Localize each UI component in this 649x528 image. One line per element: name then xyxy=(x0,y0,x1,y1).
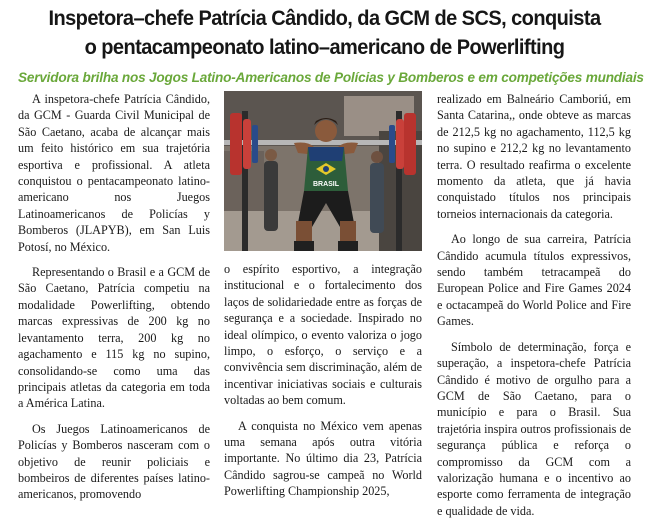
paragraph: Os Juegos Latinoamericanos de Policías y Bomberos nasceram com o objetivo de reunir policiais e bombeiros de diferentes países latino-americanos, promovendo xyxy=(18,421,210,502)
paragraph: o espírito esportivo, a integração institucional e o fortalecimento dos laços de solidariedade entre as forças de segurança e a sociedade. Inspirado no ideal olímpico, o evento valoriza o jogo limpo, o esforço, o serviço e a convivência sem discriminação, além de incentivar iniciativas sociais e culturais voltadas ao bem comum. xyxy=(224,262,422,408)
article-body xyxy=(18,91,631,518)
column-1 xyxy=(18,91,210,512)
shirt-label: BRASIL xyxy=(312,181,340,188)
weightlifter-photo xyxy=(224,91,422,251)
paragraph: Símbolo de determinação, força e superação, a inspetora-chefe Patrícia Cândido é motivo de orgulho para a GCM de São Caetano, para o município e para o Brasil. Sua trajetória inspira outros profissionais de segurança pública e reforça o compromisso da GCM com a valorização humana e o incentivo ao esporte como ferramenta de integração e qualidade de vida. xyxy=(437,339,631,518)
subtitle: Servidora brilha nos Jogos Latino-Americanos de Polícias y Bomberos e em competições mundiais xyxy=(18,70,644,85)
paragraph: realizado em Balneário Camboriú, em Santa Catarina,, onde obteve as marcas de 212,5 kg no agachamento, 112,5 kg no supino e 212,2 kg no levantamento terra. O resultado reafirma o excelente momento da atleta, que já havia conquistado títulos nos principais torneios internacionais da categoria. xyxy=(437,92,631,221)
headline xyxy=(39,4,609,62)
paragraph: Ao longo de sua carreira, Patrícia Cândido acumula títulos expressivos, sendo também tetracampeã do European Police and Fire Games 2024 e octacampeã do World Police and Fire Games. xyxy=(437,232,631,329)
headline-line-1: Inspetora–chefe Patrícia Cândido, da GCM de SCS, conquista xyxy=(48,6,601,30)
paragraph: A conquista no México vem apenas uma semana após outra vitória importante. No último dia 23, Patrícia Cândido sagrou-se campeã no World Powerlifting Championship 2025, xyxy=(224,418,422,499)
paragraph: A inspetora-chefe Patrícia Cândido, da GCM - Guarda Civil Municipal de São Caetano, acaba de alcançar mais um feito histórico em sua trajetória esportiva e profissional. A atleta conquistou o pentacampeonato latino-americano nos Juegos Latinoamericanos de Policías y Bomberos (JLAPYB), em San Luis Potosí, no México. xyxy=(18,92,210,254)
weightlifter-photo-illustration xyxy=(224,91,422,251)
column-2-text xyxy=(224,261,422,509)
headline-line-2: o pentacampeonato latino–americano de Powerlifting xyxy=(84,35,565,59)
paragraph: Representando o Brasil e a GCM de São Caetano, Patrícia competiu na modalidade Powerlifting, obtendo marcas expressivas de 200 kg no levantamento terra, 200 kg no agachamento e 115 kg no supino, consolidando-se como uma das principais atletas da categoria em toda a América Latina. xyxy=(18,265,210,411)
column-3 xyxy=(437,91,631,528)
